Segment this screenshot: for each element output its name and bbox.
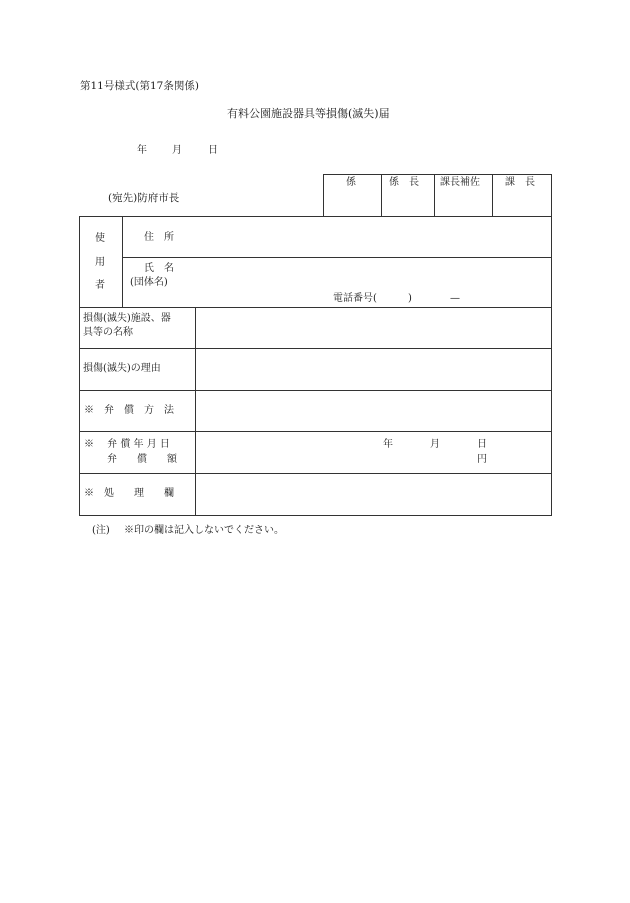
date-day: 日	[208, 145, 218, 156]
compensation-method-label: ※ 弁 償 方 法	[84, 405, 174, 416]
address-label: 住 所	[144, 232, 174, 243]
facility-name-label-1: 損傷(滅失)施設、器	[83, 313, 171, 324]
facility-name-label-2: 具等の名称	[83, 327, 133, 338]
name-label: 氏 名	[144, 263, 174, 274]
user-label-1: 使	[95, 233, 105, 244]
user-label-2: 用	[95, 257, 105, 268]
reason-field[interactable]	[200, 352, 545, 386]
approval-assistant-manager: 課長補佐	[440, 177, 480, 188]
user-label-3: 者	[95, 280, 105, 291]
note-text: ※印の欄は記入しないでください。	[124, 525, 284, 536]
compensation-day: 日	[477, 439, 487, 450]
compensation-date-field[interactable]	[200, 435, 370, 469]
compensation-date-label: ※ 弁 償 年 月 日	[84, 439, 170, 450]
note-prefix: (注)	[92, 525, 110, 536]
recipient: (宛先)防府市長	[108, 192, 180, 204]
phone-dash: —	[450, 293, 460, 304]
compensation-amount-label: 弁 償 額	[107, 454, 177, 465]
compensation-method-field[interactable]	[200, 394, 545, 427]
phone-close-paren: )	[408, 293, 412, 304]
processing-field[interactable]	[200, 477, 545, 511]
compensation-month: 月	[430, 439, 440, 450]
processing-label: ※ 処 理 欄	[84, 488, 174, 499]
name-field[interactable]	[200, 260, 545, 290]
form-title: 有料公園施設器具等損傷(滅失)届	[227, 107, 390, 120]
org-name-label: (団体名)	[130, 277, 168, 288]
compensation-year: 年	[383, 439, 393, 450]
approval-staff: 係	[346, 177, 356, 188]
date-month: 月	[172, 145, 182, 156]
approval-manager: 課 長	[505, 177, 535, 188]
date-year: 年	[137, 145, 147, 156]
phone-label: 電話番号(	[333, 293, 377, 304]
reason-label: 損傷(滅失)の理由	[83, 363, 161, 374]
approval-chief: 係 長	[389, 177, 419, 188]
address-field[interactable]	[200, 220, 545, 253]
facility-name-field[interactable]	[200, 311, 545, 344]
compensation-yen: 円	[477, 454, 487, 465]
form-number: 第11号様式(第17条関係)	[80, 80, 199, 92]
